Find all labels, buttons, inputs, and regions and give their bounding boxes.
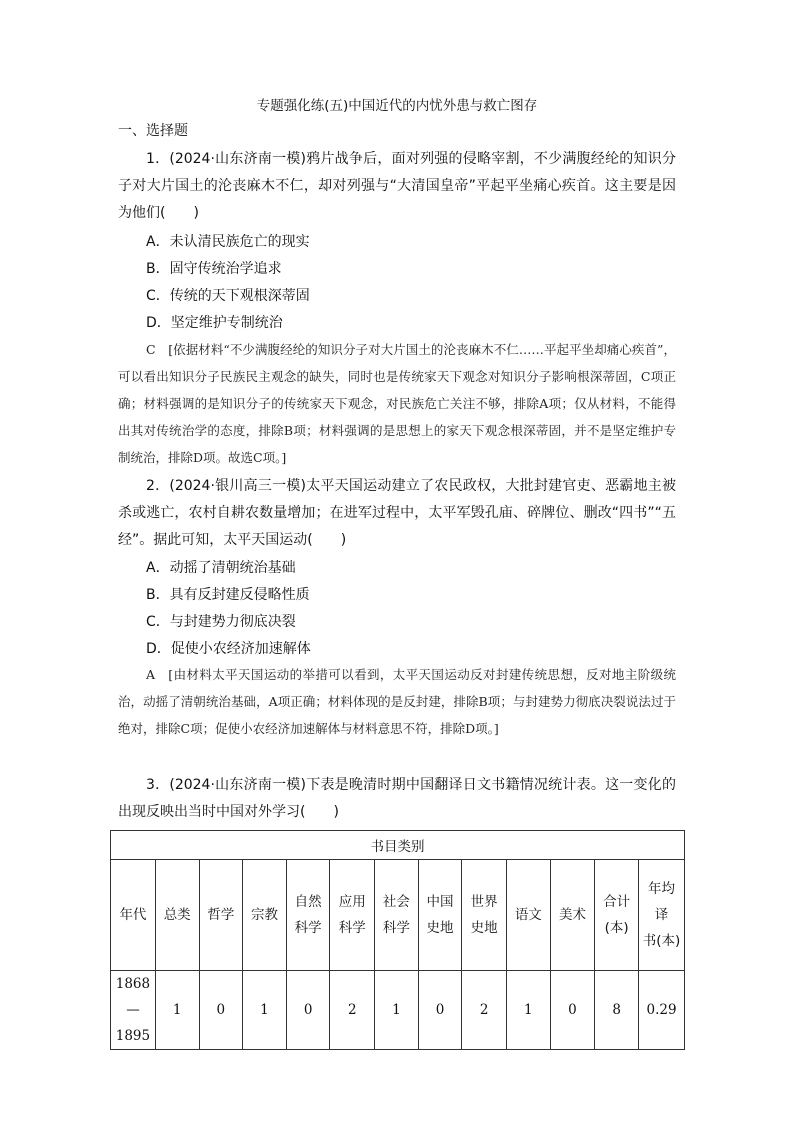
header-cell bbox=[595, 860, 639, 971]
period-cell bbox=[111, 971, 156, 1050]
question-2-option-d: D．促使小农经济加速解体 bbox=[146, 641, 311, 657]
header-text: 应用 bbox=[338, 894, 366, 910]
question-2-answer: A [由材料太平天国运动的举措可以看到，太平天国运动反对封建传统思想，反对地主阶级统治，动摇了清朝统治基础，A项正确；材料体现的是反封建，排除B项；与封建势力彻底决裂说法过于绝对，排除C项；促使小农经济加速解体与材料意思不符，排除D项。] bbox=[118, 667, 676, 736]
value-cell: 1 bbox=[155, 971, 199, 1050]
question-2-option-c: C．与封建势力彻底决裂 bbox=[146, 614, 296, 630]
header-text: 史地 bbox=[426, 920, 454, 936]
header-text: 年代 bbox=[119, 907, 147, 923]
header-cell bbox=[155, 860, 199, 971]
table-group-header-row bbox=[111, 831, 685, 860]
header-text: 自然 bbox=[294, 894, 322, 910]
header-cell bbox=[199, 860, 243, 971]
table-row bbox=[111, 971, 685, 1050]
annual-average-cell: 0.29 bbox=[639, 971, 685, 1050]
question-1-option-c: C．传统的天下观根深蒂固 bbox=[146, 288, 310, 304]
value-cell: 0 bbox=[418, 971, 462, 1050]
header-text: 科学 bbox=[294, 920, 322, 936]
header-text: 科学 bbox=[382, 920, 410, 936]
section-heading: 一、选择题 bbox=[118, 123, 188, 139]
value-cell: 2 bbox=[330, 971, 375, 1050]
header-cell bbox=[286, 860, 330, 971]
table-group-header: 书目类别 bbox=[111, 831, 685, 860]
header-cell bbox=[639, 860, 685, 971]
header-text: 世界 bbox=[470, 894, 498, 910]
period-start: 1868 bbox=[115, 976, 151, 992]
period-dash: — bbox=[126, 1002, 140, 1018]
period-end: 1895 bbox=[115, 1028, 151, 1044]
header-text: 合计 bbox=[603, 894, 631, 910]
header-cell bbox=[550, 860, 595, 971]
header-text: 社会 bbox=[382, 894, 410, 910]
header-cell bbox=[375, 860, 419, 971]
value-cell: 1 bbox=[375, 971, 419, 1050]
header-text: 中国 bbox=[426, 894, 454, 910]
header-cell bbox=[111, 860, 156, 971]
header-text: 年均 bbox=[648, 881, 676, 897]
header-text: 美术 bbox=[558, 907, 586, 923]
question-1-option-b: B．固守传统治学追求 bbox=[146, 261, 282, 277]
question-1-answer: C [依据材料“不少满腹经纶的知识分子对大片国土的沦丧麻木不仁……平起平坐却痛心疾首”，可以看出知识分子民族民主观念的缺失，同时也是传统家天下观念对知识分子影响根深蒂固，C项正确；材料强调的是知识分子的传统家天下观念，对民族危亡关注不够，排除A项；仅从材料，不能得出其对传统治学的态度，排除B项；材料强调的是思想上的家天下观念根深蒂固，并不是坚定维护专制统治，排除D项。故选C项。] bbox=[118, 342, 676, 465]
book-translation-table bbox=[110, 830, 685, 1050]
value-cell: 0 bbox=[199, 971, 243, 1050]
question-3-stem: 3．(2024·山东济南一模)下表是晚清时期中国翻译日文书籍情况统计表。这一变化的出现反映出当时中国对外学习( ) bbox=[118, 777, 676, 820]
header-cell bbox=[330, 860, 375, 971]
header-text: 书(本) bbox=[642, 933, 681, 949]
header-text: 译 bbox=[654, 907, 669, 923]
question-1-option-d: D．坚定维护专制统治 bbox=[146, 315, 283, 331]
header-text: (本) bbox=[604, 920, 629, 936]
header-cell bbox=[418, 860, 462, 971]
header-text: 宗教 bbox=[250, 907, 278, 923]
header-text: 科学 bbox=[338, 920, 366, 936]
header-text: 哲学 bbox=[207, 907, 235, 923]
header-cell bbox=[507, 860, 551, 971]
header-text: 总类 bbox=[163, 907, 191, 923]
value-cell: 0 bbox=[550, 971, 595, 1050]
table-header-row bbox=[111, 860, 685, 971]
question-1-option-a: A．未认清民族危亡的现实 bbox=[146, 234, 310, 250]
question-2-option-a: A．动摇了清朝统治基础 bbox=[146, 560, 296, 576]
header-cell bbox=[243, 860, 287, 971]
value-cell: 2 bbox=[462, 971, 507, 1050]
header-text: 史地 bbox=[470, 920, 498, 936]
question-1-stem: 1．(2024·山东济南一模)鸦片战争后，面对列强的侵略宰割，不少满腹经纶的知识分子对大片国土的沦丧麻木不仁，却对列强与“大清国皇帝”平起平坐痛心疾首。这主要是因为他们( ) bbox=[118, 151, 676, 221]
question-2-stem: 2．(2024·银川高三一模)太平天国运动建立了农民政权，大批封建官吏、恶霸地主被杀或逃亡，农村自耕农数量增加；在进军过程中，太平军毁孔庙、碎牌位、删改“四书”“五经”。据此可知，太平天国运动( ) bbox=[118, 478, 676, 548]
value-cell: 0 bbox=[286, 971, 330, 1050]
question-2-option-b: B．具有反封建反侵略性质 bbox=[146, 587, 310, 603]
total-cell: 8 bbox=[595, 971, 639, 1050]
header-cell bbox=[462, 860, 507, 971]
header-text: 语文 bbox=[514, 907, 542, 923]
value-cell: 1 bbox=[243, 971, 287, 1050]
value-cell: 1 bbox=[507, 971, 551, 1050]
page-title: 专题强化练(五)中国近代的内忧外患与救亡图存 bbox=[256, 98, 538, 114]
